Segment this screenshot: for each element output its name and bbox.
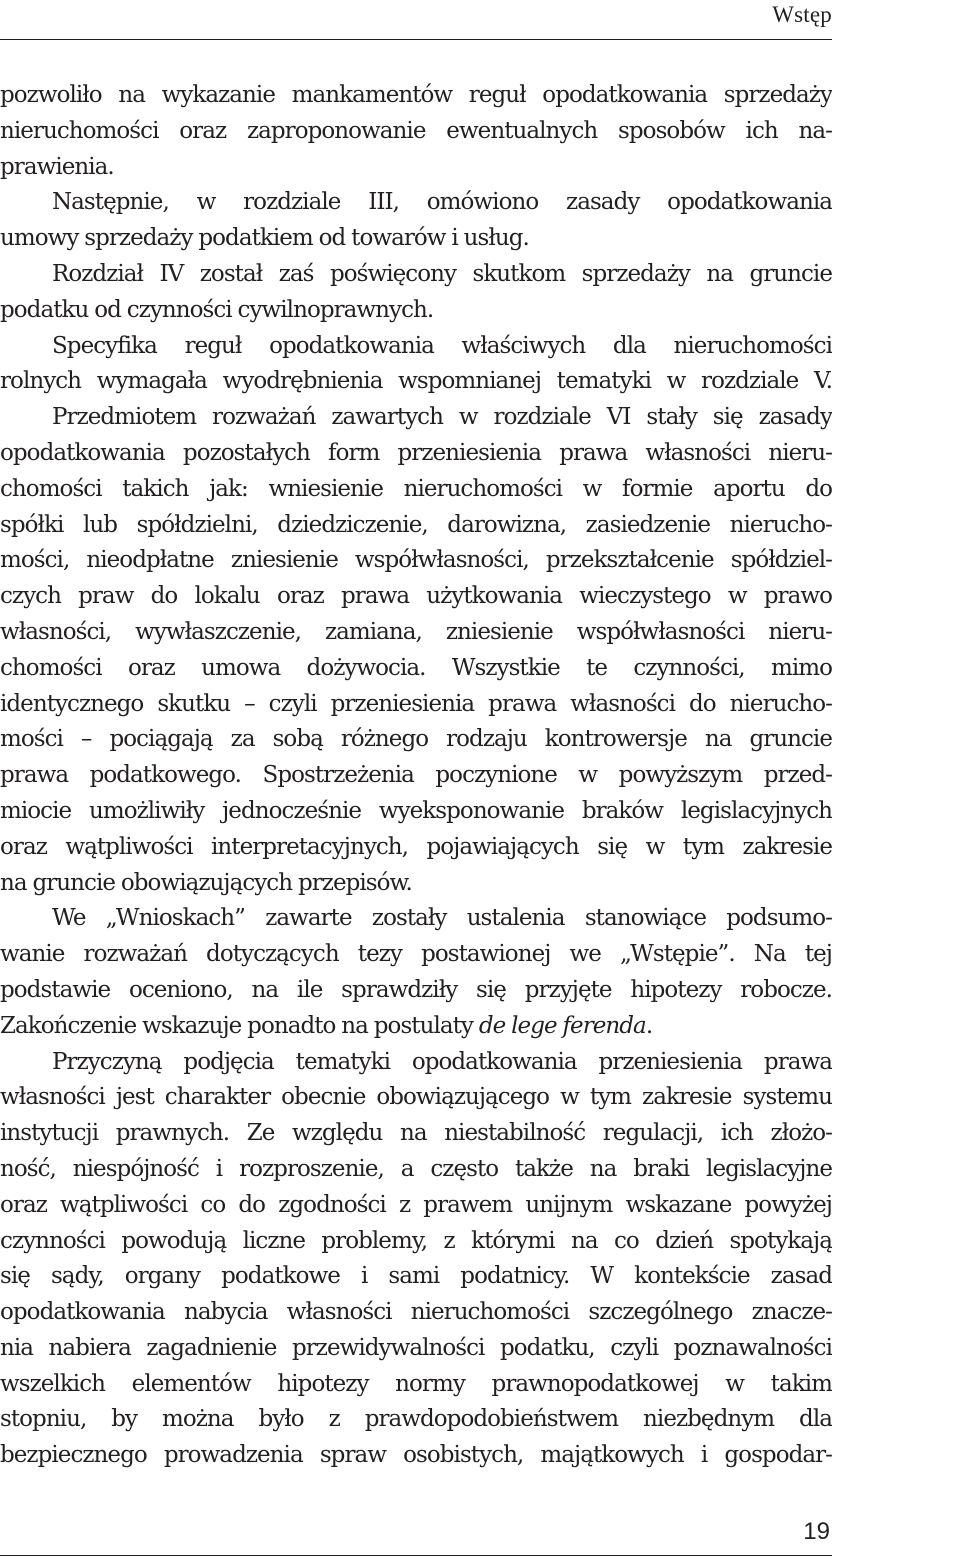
text-line: bezpiecznego prowadzenia spraw osobistych, majątkowych i gospodar- [0,1442,832,1469]
text-line: chomości oraz umowa dożywocia. Wszystkie te czynności, mimo [0,654,832,681]
text-run: Zakończenie wskazuje ponadto na postulaty [0,1012,479,1039]
body-text [0,78,832,1474]
text-line: prawienia. [0,153,114,180]
text-line: stopniu, by można było z prawdopodobieństwem niezbędnym dla [0,1406,832,1433]
text-line [0,1009,832,1045]
text-line: oraz wątpliwości interpretacyjnych, pojawiających się w tym zakresie [0,833,832,860]
text-line: opodatkowania pozostałych form przeniesienia prawa własności nieru- [0,439,832,466]
footer-rule [0,1555,832,1556]
text-line: nia nabiera zagadnienie przewidywalności podatku, czyli poznawalności [0,1334,832,1361]
text-line: czych praw do lokalu oraz prawa użytkowania wieczystego w prawo [0,583,832,610]
text-line: miocie umożliwiły jednocześnie wyeksponowanie braków legislacyjnych [0,797,832,824]
text-line: czynności powodują liczne problemy, z którymi na co dzień spotykają [0,1227,832,1254]
running-header [0,0,960,40]
text-line: prawa podatkowego. Spostrzeżenia poczynione w powyższym przed- [0,762,832,789]
text-line: na gruncie obowiązujących przepisów. [0,869,412,896]
text-line: Specyfika reguł opodatkowania właściwych dla nieruchomości [52,332,832,359]
text-line: spółki lub spółdzielni, dziedziczenie, darowizna, zasiedzenie nierucho- [0,511,832,538]
text-line: identycznego skutku – czyli przeniesienia prawa własności do nierucho- [0,690,832,717]
text-line: ność, niespójność i rozproszenie, a często także na braki legislacyjne [0,1155,832,1182]
text-line: umowy sprzedaży podatkiem od towarów i usług. [0,225,529,252]
text-line: We „Wnioskach” zawarte zostały ustalenia stanowiące podsumo- [52,905,832,932]
text-line: wanie rozważań dotyczących tezy postawionej we „Wstępie”. Na tej [0,941,832,968]
text-line: opodatkowania nabycia własności nieruchomości szczególnego znacze- [0,1299,832,1326]
text-line: Przedmiotem rozważań zawartych w rozdziale VI stały się zasady [52,404,832,431]
text-line: podatku od czynności cywilnoprawnych. [0,296,434,323]
text-line: podstawie oceniono, na ile sprawdziły się przyjęte hipotezy robocze. [0,976,832,1003]
text-line: mości – pociągają za sobą różnego rodzaju kontrowersje na gruncie [0,726,832,753]
latin-phrase: de lege ferenda [478,1012,646,1039]
text-line: własności jest charakter obecnie obowiązującego w tym zakresie systemu [0,1084,832,1111]
text-line: chomości takich jak: wniesienie nieruchomości w formie aportu do [0,475,832,502]
running-header-title: Wstęp [772,2,832,27]
text-line: pozwoliło na wykazanie mankamentów reguł opodatkowania sprzedaży [0,82,832,108]
text-line: oraz wątpliwości co do zgodności z prawem unijnym wskazane powyżej [0,1191,832,1218]
text-line: nieruchomości oraz zaproponowanie ewentualnych sposobów ich na- [0,117,832,144]
text-line: Następnie, w rozdziale III, omówiono zasady opodatkowania [52,189,832,216]
text-run: . [645,1012,653,1039]
text-line: wszelkich elementów hipotezy normy prawnopodatkowej w takim [0,1370,832,1397]
text-line: rolnych wymagała wyodrębnienia wspomnianej tematyki w rozdziale V. [0,368,832,395]
text-line: Przyczyną podjęcia tematyki opodatkowania przeniesienia prawa [52,1048,832,1075]
page-number: 19 [803,1518,830,1545]
text-line: instytucji prawnych. Ze względu na niestabilność regulacji, ich złożo- [0,1120,832,1147]
text-line: własności, wywłaszczenie, zamiana, zniesienie współwłasności nieru- [0,618,832,645]
text-line: Rozdział IV został zaś poświęcony skutkom sprzedaży na gruncie [52,260,832,287]
header-rule [0,39,832,40]
text-line: mości, nieodpłatne zniesienie współwłasności, przekształcenie spółdziel- [0,547,832,574]
text-line: się sądy, organy podatkowe i sami podatnicy. W kontekście zasad [0,1263,832,1290]
